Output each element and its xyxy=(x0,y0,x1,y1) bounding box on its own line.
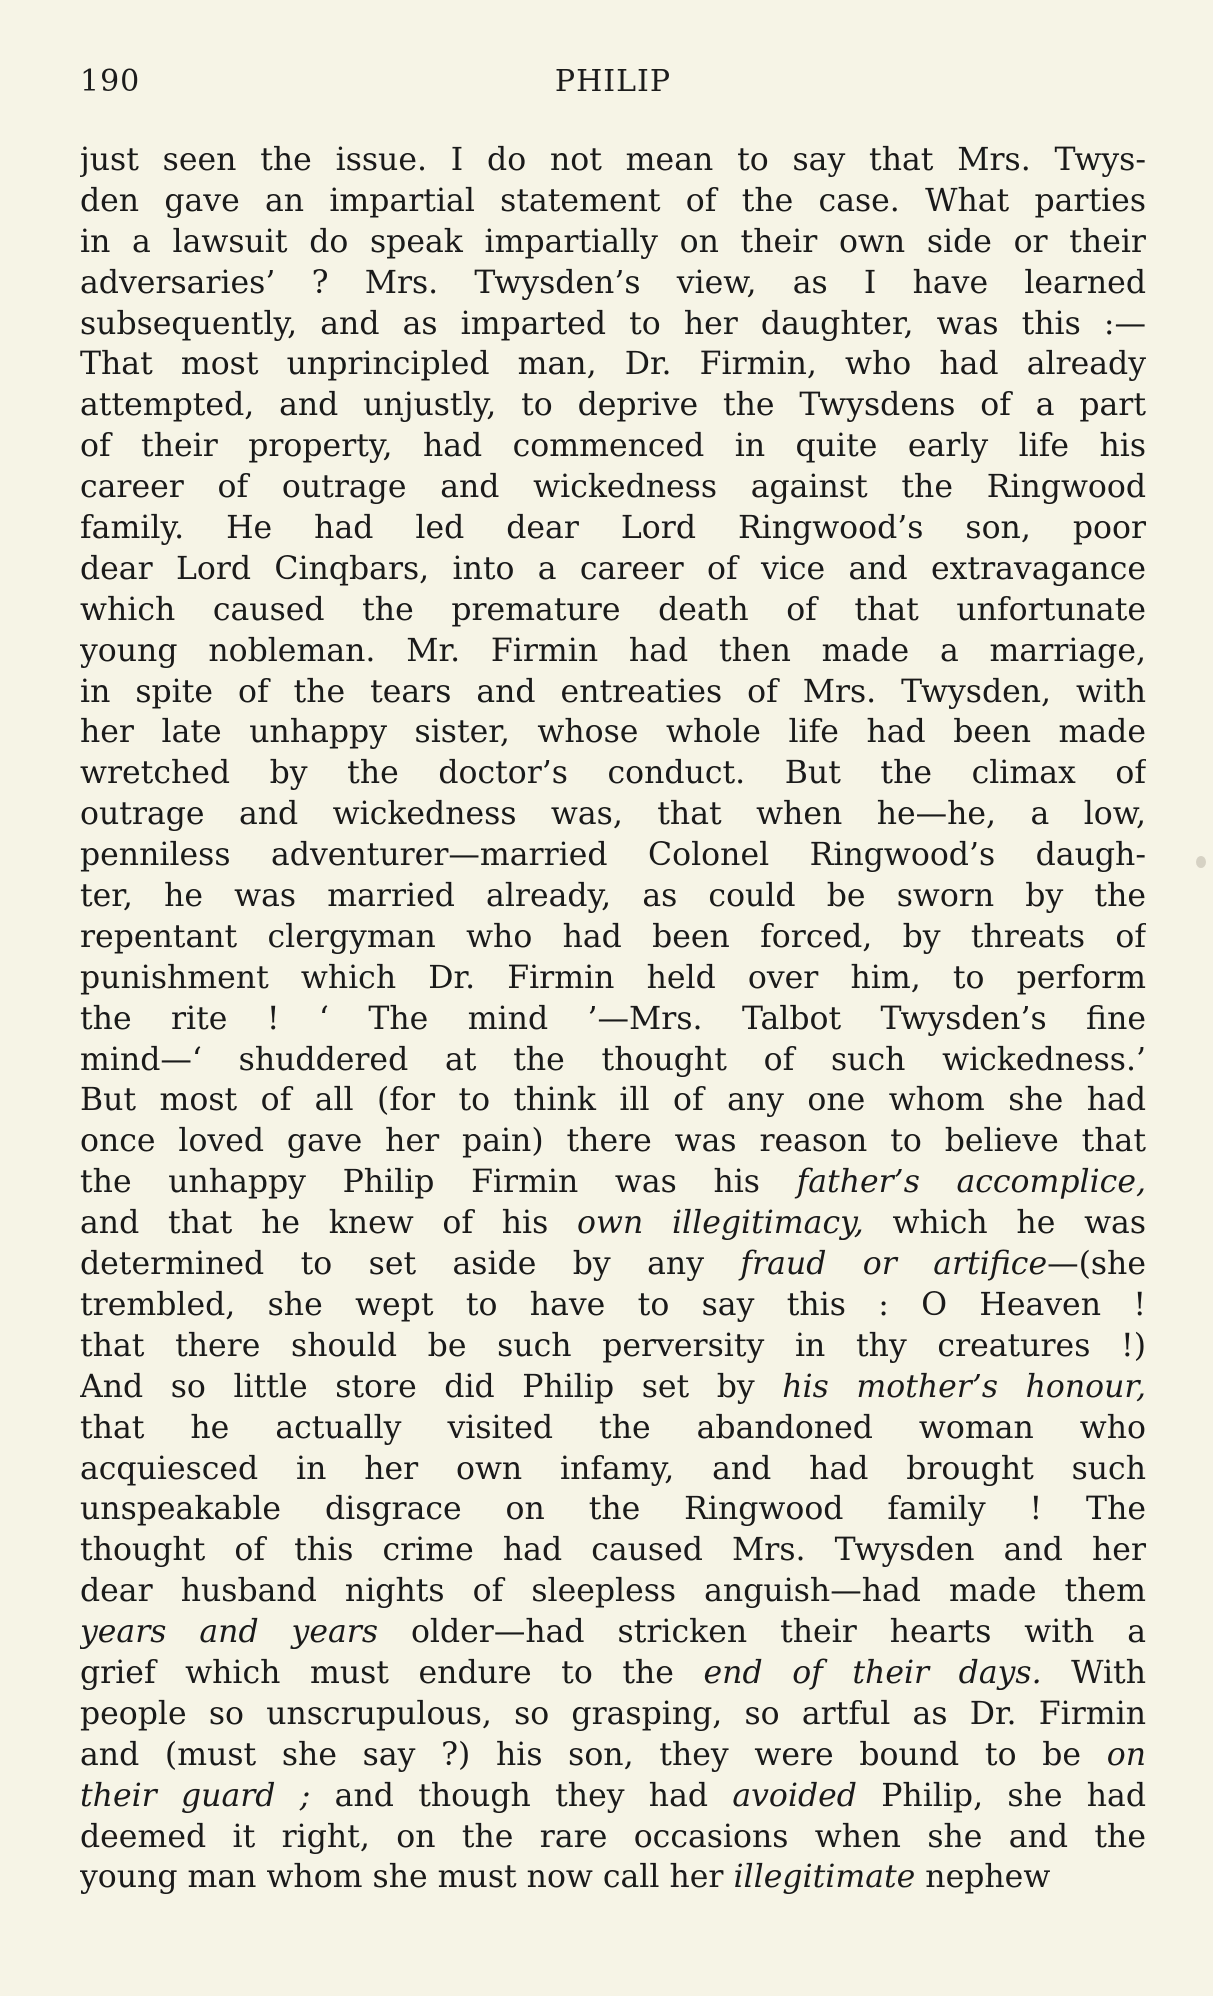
text-line xyxy=(80,222,1146,263)
text-run: That most unprincipled man, Dr. Firmin, who had already xyxy=(80,346,1146,383)
text-line xyxy=(80,344,1146,385)
text-run: mind—‘ shuddered at the thought of such wickedness.’ xyxy=(80,1041,1146,1078)
text-line xyxy=(80,753,1146,794)
page-blemish xyxy=(1196,856,1206,868)
text-run: And so little store did Philip set by xyxy=(80,1368,783,1405)
italic-text: his mother’s honour, xyxy=(782,1368,1146,1405)
text-run: older—had stricken their hearts with a xyxy=(378,1614,1146,1651)
text-run: den gave an impartial statement of the case. What parties xyxy=(80,182,1146,219)
text-line xyxy=(80,1285,1146,1326)
text-run: thought of this crime had caused Mrs. Twysden and her xyxy=(80,1532,1146,1569)
text-run: once loved gave her pain) there was reason to believe that xyxy=(80,1123,1146,1160)
italic-text: father’s accomplice, xyxy=(796,1164,1146,1201)
text-run: the unhappy Philip Firmin was his xyxy=(80,1164,797,1201)
text-run: which he was xyxy=(863,1205,1146,1242)
text-line xyxy=(80,672,1146,713)
text-run: trembled, she wept to have to say this : O Heaven ! xyxy=(80,1286,1146,1323)
text-run: penniless adventurer—married Colonel Ringwood’s daugh- xyxy=(80,837,1146,874)
text-line xyxy=(80,549,1146,590)
page-number: 190 xyxy=(80,64,141,99)
italic-text: avoided xyxy=(732,1777,857,1814)
text-line xyxy=(80,385,1146,426)
text-run: which caused the premature death of that unfortunate xyxy=(80,591,1146,628)
text-line xyxy=(80,1449,1146,1490)
italic-text: on xyxy=(1106,1736,1146,1773)
text-line xyxy=(80,467,1146,508)
text-line xyxy=(80,794,1146,835)
text-run: and (must she say ?) his son, they were bound to be xyxy=(80,1736,1107,1773)
text-line xyxy=(80,1203,1146,1244)
text-line xyxy=(80,1817,1146,1858)
text-line xyxy=(80,1489,1146,1530)
text-line xyxy=(80,1694,1146,1735)
text-line xyxy=(80,590,1146,631)
text-run: dear Lord Cinqbars, into a career of vice and extravagance xyxy=(80,550,1146,587)
text-run: But most of all (for to think ill of any one whom she had xyxy=(80,1082,1146,1119)
text-run: attempted, and unjustly, to deprive the Twysdens of a part xyxy=(80,387,1146,424)
text-run: —(she xyxy=(1047,1246,1146,1283)
text-line xyxy=(80,631,1146,672)
text-run: dear husband nights of sleepless anguish—had made them xyxy=(80,1573,1146,1610)
text-line xyxy=(80,1244,1146,1285)
body-text xyxy=(80,140,1146,1898)
text-run: of their property, had commenced in quite early life his xyxy=(80,428,1146,465)
text-run: the rite ! ‘ The mind ’—Mrs. Talbot Twysden’s fine xyxy=(80,1000,1146,1037)
text-run: that he actually visited the abandoned woman who xyxy=(80,1409,1146,1446)
text-run: career of outrage and wickedness against the Ringwood xyxy=(80,469,1146,506)
text-run: just seen the issue. I do not mean to say that Mrs. Twys- xyxy=(80,142,1146,178)
text-run: that there should be such perversity in thy creatures !) xyxy=(80,1327,1146,1364)
text-line xyxy=(80,263,1146,304)
text-run: in spite of the tears and entreaties of Mrs. Twysden, with xyxy=(80,673,1146,710)
text-run: wretched by the doctor’s conduct. But the climax of xyxy=(80,755,1146,792)
text-line xyxy=(80,426,1146,467)
text-run: nephew xyxy=(915,1859,1051,1896)
text-run: young man whom she must now call her xyxy=(80,1859,734,1896)
text-run: subsequently, and as imparted to her daughter, was this :— xyxy=(80,305,1146,342)
italic-text: end of their days. xyxy=(703,1654,1042,1691)
italic-text: years and years xyxy=(80,1614,379,1651)
text-line xyxy=(80,1080,1146,1121)
text-line xyxy=(80,1162,1146,1203)
text-line xyxy=(80,508,1146,549)
text-line xyxy=(80,1653,1146,1694)
text-run: Philip, she had xyxy=(856,1777,1146,1814)
text-line xyxy=(80,304,1146,345)
text-run: young nobleman. Mr. Firmin had then made a marriage, xyxy=(80,632,1146,669)
text-line xyxy=(80,181,1146,222)
text-line xyxy=(80,1040,1146,1081)
text-run: repentant clergyman who had been forced, by threats of xyxy=(80,918,1146,955)
text-line xyxy=(80,1776,1146,1817)
text-line xyxy=(80,917,1146,958)
text-line xyxy=(80,1612,1146,1653)
text-run: ter, he was married already, as could be sworn by the xyxy=(80,878,1146,915)
text-run: adversaries’ ? Mrs. Twysden’s view, as I have learned xyxy=(80,264,1146,301)
page-header xyxy=(80,64,1146,104)
text-run: determined to set aside by any xyxy=(80,1246,741,1283)
text-line xyxy=(80,1530,1146,1571)
text-line xyxy=(80,835,1146,876)
italic-text: illegitimate xyxy=(733,1859,916,1896)
text-line xyxy=(80,1367,1146,1408)
text-line xyxy=(80,712,1146,753)
text-line xyxy=(80,876,1146,917)
text-line xyxy=(80,140,1146,181)
text-line xyxy=(80,1121,1146,1162)
text-line xyxy=(80,1408,1146,1449)
text-run: in a lawsuit do speak impartially on their own side or their xyxy=(80,223,1146,260)
text-run: family. He had led dear Lord Ringwood’s son, poor xyxy=(80,510,1146,547)
text-run: punishment which Dr. Firmin held over him, to perform xyxy=(80,959,1146,996)
text-run: acquiesced in her own infamy, and had brought such xyxy=(80,1450,1146,1487)
text-line xyxy=(80,1326,1146,1367)
text-run: unspeakable disgrace on the Ringwood family ! The xyxy=(80,1491,1146,1528)
text-run: and though they had xyxy=(310,1777,733,1814)
text-run: outrage and wickedness was, that when he—he, a low, xyxy=(80,796,1146,833)
text-line xyxy=(80,999,1146,1040)
italic-text: own illegitimacy, xyxy=(577,1205,864,1242)
text-run: With xyxy=(1041,1654,1146,1691)
text-line xyxy=(80,958,1146,999)
italic-text: fraud or artifice xyxy=(740,1246,1048,1283)
text-run: people so unscrupulous, so grasping, so artful as Dr. Firmin xyxy=(80,1695,1146,1732)
text-line xyxy=(80,1735,1146,1776)
italic-text: their guard ; xyxy=(80,1777,311,1814)
text-line xyxy=(80,1857,1146,1898)
text-line xyxy=(80,1571,1146,1612)
text-run: deemed it right, on the rare occasions when she and the xyxy=(80,1818,1146,1855)
text-run: and that he knew of his xyxy=(80,1205,578,1242)
running-title: PHILIP xyxy=(554,64,672,99)
text-run: her late unhappy sister, whose whole life had been made xyxy=(80,714,1146,751)
text-run: grief which must endure to the xyxy=(80,1654,704,1691)
